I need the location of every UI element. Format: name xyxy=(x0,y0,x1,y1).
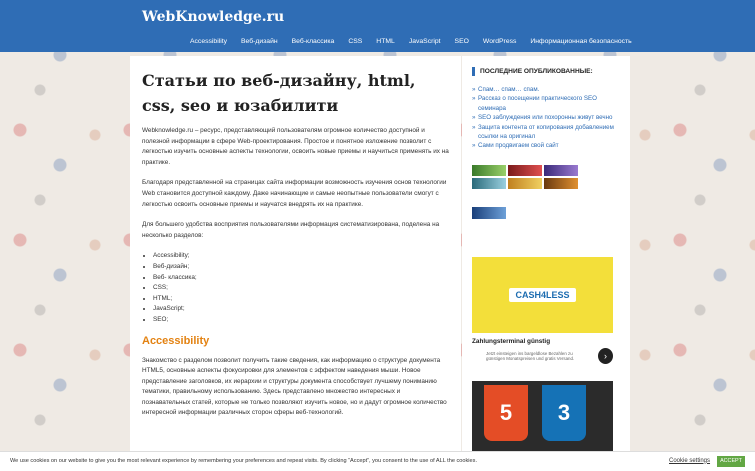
ad-row xyxy=(472,348,613,364)
counter-badge[interactable] xyxy=(544,165,578,176)
ad-block[interactable] xyxy=(472,257,613,369)
counter-badge[interactable] xyxy=(508,165,542,176)
main-content xyxy=(130,56,461,451)
main-nav xyxy=(183,38,639,45)
site-header xyxy=(0,0,755,52)
recent-post-link[interactable]: » Рассказ о посещении практического SEO семинара xyxy=(472,94,620,113)
site-title[interactable]: WebKnowledge.ru xyxy=(142,9,285,25)
counter-badge[interactable] xyxy=(472,165,506,176)
ad-banner[interactable] xyxy=(472,257,613,333)
ad-title[interactable]: Zahlungsterminal günstig xyxy=(472,338,551,345)
recent-post-link[interactable]: » Сами продвигаем свой сайт xyxy=(472,141,620,150)
list-item: • Веб- классика; xyxy=(153,273,449,284)
cookie-text: We use cookies on our website to give you the most relevant experience by remembering your preferences and repeat visits. By clicking “Accept”, you consent to the use of ALL the cookies. xyxy=(10,458,478,464)
counter-badge[interactable] xyxy=(544,178,578,189)
ad-html-css[interactable] xyxy=(472,381,613,451)
nav-item-html[interactable]: HTML xyxy=(376,38,395,45)
page-title: Статьи по веб-дизайну, html, css, seo и юзабилити xyxy=(142,71,416,115)
nav-item-accessibility[interactable]: Accessibility xyxy=(190,38,228,45)
recent-post-link[interactable]: » Спам… спам… спам. xyxy=(472,85,620,94)
list-item: • CSS; xyxy=(153,283,449,294)
nav-item-web-classic[interactable]: Веб-классика xyxy=(291,38,335,45)
list-item: • HTML; xyxy=(153,294,449,305)
nav-item-javascript[interactable]: JavaScript xyxy=(408,38,441,45)
section-title-accessibility: Accessibility xyxy=(142,334,210,347)
paragraph-accessibility: Знакомство с разделом позволит получить такие сведения, как информацию о структуре документа HTML5, основные аспекты фокусировки для элементов с эффектом наведения мыши. Новое представление заголовков, их иерархии и структуры документа способствует лучшему пониманию тематики, правильному использованию. Здесь представлено множество интересных и познавательных статей, которые не только позволяют изучить новое, но и дадут огромное количество интересной информации различных сторон сферы веб-технологий. xyxy=(142,356,447,417)
nav-item-web-design[interactable]: Веб-дизайн xyxy=(241,38,278,45)
paragraph-2: Благодаря представленной на страницах сайта информации возможность изучения основ технологии Web становится доступной каждому. Даже начинающие и самые неопытные пользователи смогут с легкостью освоить основные приемы и научатся внедрять их на практике. xyxy=(142,179,447,208)
cookie-settings-link[interactable]: Cookie settings xyxy=(669,457,711,464)
ad-next-button[interactable]: › xyxy=(598,348,613,364)
recent-post-link[interactable]: » SEO заблуждения или похоронны живут вечно xyxy=(472,113,620,122)
cookie-bar xyxy=(0,451,755,471)
counter-badges xyxy=(472,165,580,189)
recent-post-link[interactable]: » Защита контента от копирования добавлением ссылки на оригинал xyxy=(472,123,620,142)
cookie-accept-button[interactable]: ACCEPT xyxy=(717,456,745,467)
sidebar xyxy=(462,56,630,451)
list-item: • Веб-дизайн; xyxy=(153,262,449,273)
nav-item-seo[interactable]: SEO xyxy=(454,38,469,45)
nav-item-infosec[interactable]: Информационная безопасность xyxy=(530,38,632,45)
section-list xyxy=(142,251,449,325)
list-item: • JavaScript; xyxy=(153,304,449,315)
list-item: • SEO; xyxy=(153,315,449,326)
ad-text: Jetzt einsteigen ins bargeldlose Bezahlen zu günstigen Monatspreisen und gratis Versand. xyxy=(486,350,575,361)
recent-posts-list xyxy=(472,85,620,151)
list-item: • Accessibility; xyxy=(153,251,449,262)
counter-badge[interactable] xyxy=(472,207,506,219)
css3-shield-icon: 3 xyxy=(542,385,586,441)
nav-item-wordpress[interactable]: WordPress xyxy=(482,38,517,45)
counter-badge[interactable] xyxy=(472,178,506,189)
paragraph-3: Для большего удобства восприятия пользователями информация систематизирована, поделена на несколько разделов: xyxy=(142,221,440,239)
intro-paragraph: Webknowledge.ru – ресурс, представляющий пользователям огромное количество доступной и полезной информации в сфере Web-проектирования. Простое и понятное изложение позволит с легкостью изучить основные аспекты технологии, освоить новые приемы и научиться применять их на практике. xyxy=(142,127,449,166)
nav-item-css[interactable]: CSS xyxy=(348,38,363,45)
ad-logo: CASH4LESS xyxy=(509,288,575,302)
recent-posts-title: ПОСЛЕДНИЕ ОПУБЛИКОВАННЫЕ: xyxy=(472,67,620,76)
html5-shield-icon: 5 xyxy=(484,385,528,441)
counter-badge[interactable] xyxy=(508,178,542,189)
